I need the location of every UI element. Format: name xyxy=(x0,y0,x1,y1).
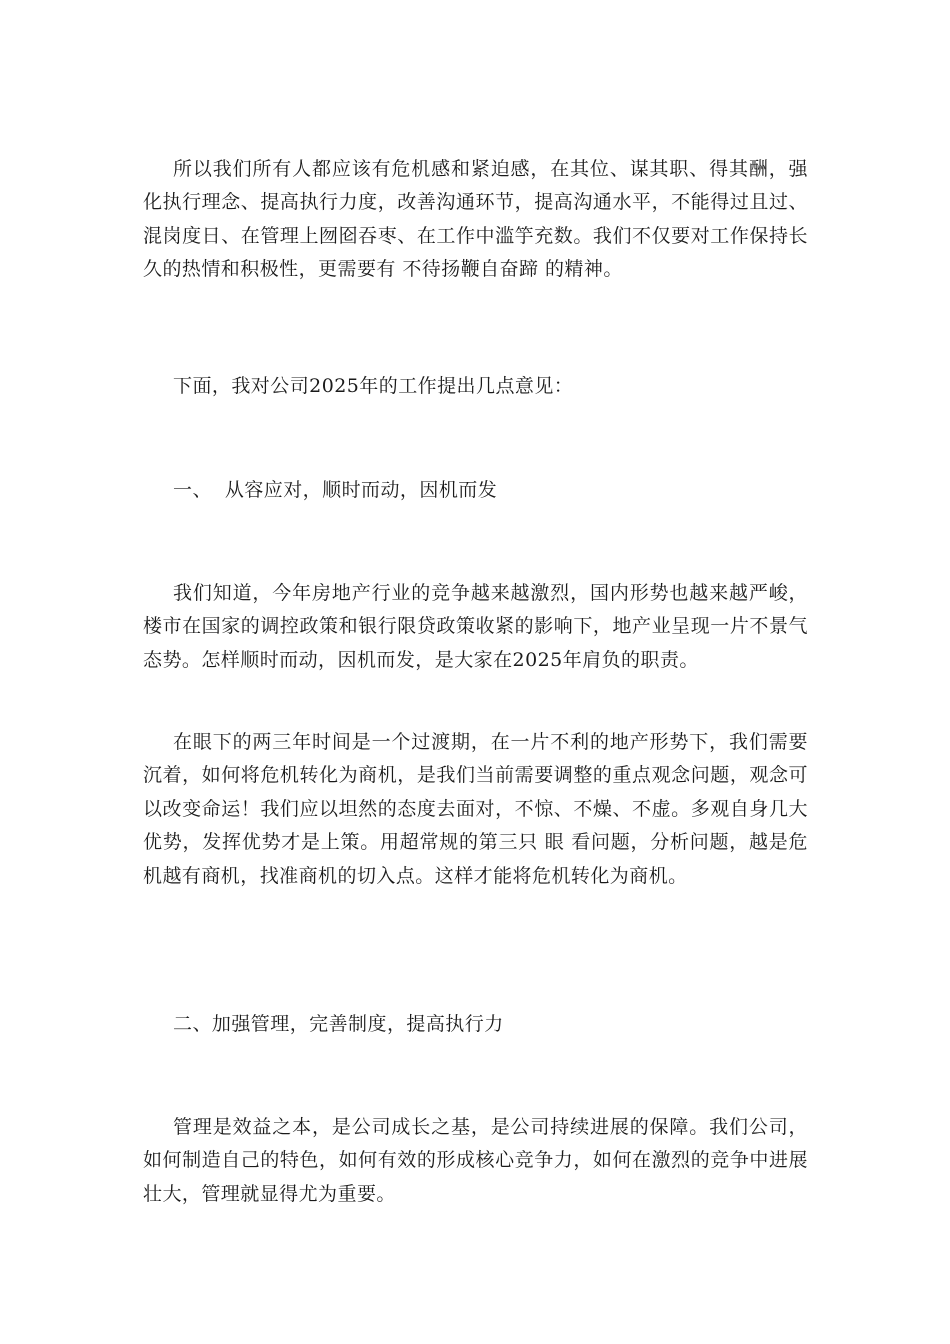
paragraph-crisis-awareness: 所以我们所有人都应该有危机感和紧迫感，在其位、谋其职、得其酬，强化执行理念、提高执行力度，改善沟通环节，提高沟通水平，不能得过且过、混岗度日、在管理上囫囵吞枣、在工作中滥竽充数。我们不仅要对工作保持长久的热情和积极性，更需要有 不待扬鞭自奋蹄 的精神。 xyxy=(143,158,808,281)
paragraph-market-situation: 我们知道，今年房地产行业的竞争越来越激烈，国内形势也越来越严峻，楼市在国家的调控政策和银行限贷政策收紧的影响下，地产业呈现一片不景气态势。怎样顺时而动，因机而发，是大家在2025年肩负的职责。 xyxy=(143,582,808,671)
paragraph-opinions-intro: 下面，我对公司2025年的工作提出几点意见： xyxy=(173,375,574,397)
section-heading-1: 一、 从容应对，顺时而动，因机而发 xyxy=(173,479,498,501)
section-heading-2: 二、加强管理，完善制度，提高执行力 xyxy=(173,1013,504,1035)
paragraph-transition-period: 在眼下的两三年时间是一个过渡期，在一片不利的地产形势下，我们需要沉着，如何将危机转化为商机，是我们当前需要调整的重点观念问题，观念可以改变命运！我们应以坦然的态度去面对，不惊、不燥、不虚。多观自身几大优势，发挥优势才是上策。用超常规的第三只 眼 看问题，分析问题，越是危机越有商机，找准商机的切入点。这样才能将危机转化为商机。 xyxy=(143,731,808,887)
paragraph-management: 管理是效益之本，是公司成长之基，是公司持续进展的保障。我们公司，如何制造自己的特色，如何有效的形成核心竞争力，如何在激烈的竞争中进展壮大，管理就显得尤为重要。 xyxy=(143,1116,808,1205)
